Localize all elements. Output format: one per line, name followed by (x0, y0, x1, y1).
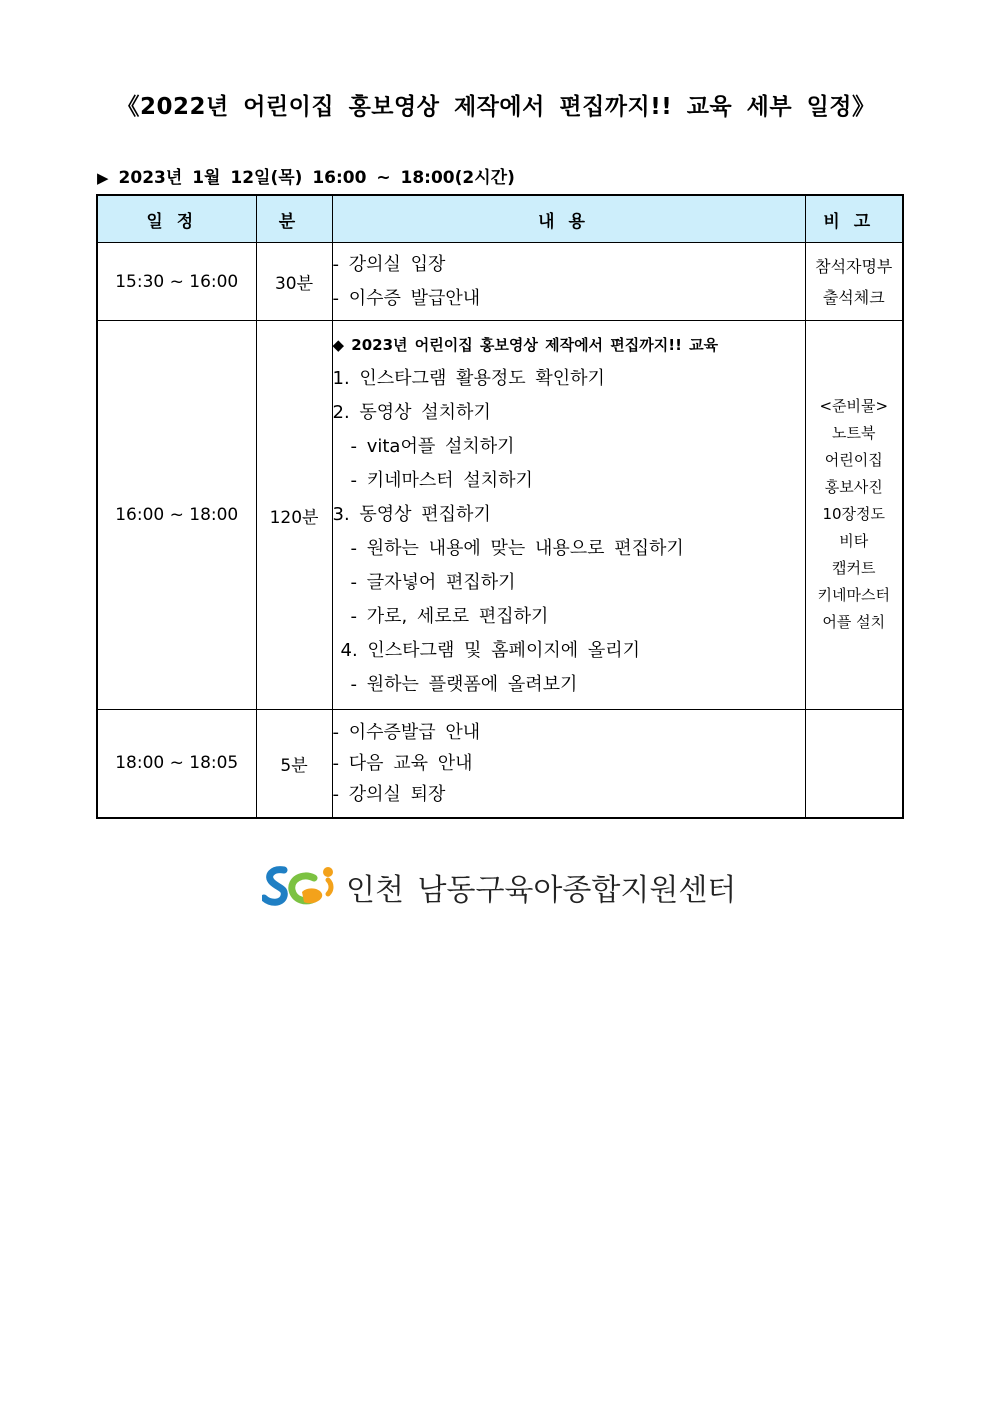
schedule-table (96, 194, 904, 819)
row-time: 18:00 ~ 18:05 (97, 710, 256, 818)
table-header-row (97, 195, 903, 243)
play-arrow-icon: ▶ (97, 169, 109, 187)
content-line: 2. 동영상 설치하기 (332, 402, 491, 423)
content-line: ◆ 2023년 어린이집 홍보영상 제작에서 편집까지!! 교육 (332, 336, 719, 354)
note-line: 어플 설치 (822, 613, 886, 631)
note-line: 노트북 (832, 424, 876, 442)
content-line: - 원하는 플랫폼에 올려보기 (350, 674, 578, 695)
schedule-date (97, 163, 515, 188)
content-line: - 이수증 발급안내 (332, 287, 481, 309)
org-logo (262, 862, 736, 912)
org-logo-icon (262, 862, 338, 912)
row-notes (805, 243, 903, 321)
row-content (332, 321, 805, 710)
content-line: - vita어플 설치하기 (350, 436, 515, 457)
row-notes (805, 321, 903, 710)
row-minutes: 5분 (256, 710, 332, 818)
row-time: 16:00 ~ 18:00 (97, 321, 256, 710)
note-line: <준비물> (819, 397, 889, 415)
content-line: - 키네마스터 설치하기 (350, 470, 533, 491)
header-notes: 비고 (805, 195, 903, 243)
row-minutes: 30분 (256, 243, 332, 321)
note-line: 비타 (839, 532, 869, 550)
note-line: 참석자명부 (815, 256, 893, 276)
content-line: - 가로, 세로로 편집하기 (350, 606, 549, 627)
note-line: 키네마스터 (817, 586, 890, 604)
content-line: - 강의실 입장 (332, 253, 446, 275)
note-line: 캡커트 (832, 559, 876, 577)
content-line: 1. 인스타그램 활용정도 확인하기 (332, 368, 605, 389)
content-line: - 이수증발급 안내 (332, 721, 481, 743)
content-line: 4. 인스타그램 및 홈페이지에 올리기 (340, 640, 640, 661)
row-time: 15:30 ~ 16:00 (97, 243, 256, 321)
header-content: 내용 (332, 195, 805, 243)
content-line: - 원하는 내용에 맞는 내용으로 편집하기 (350, 538, 684, 559)
row-content (332, 710, 805, 818)
org-name: 인천 남동구육아종합지원센터 (346, 873, 737, 908)
row-content (332, 243, 805, 321)
note-line: 홍보사진 (824, 478, 883, 496)
note-line: 출석체크 (822, 287, 885, 307)
table-row (97, 321, 903, 710)
document-title: 《2022년 어린이집 홍보영상 제작에서 편집까지!! 교육 세부 일정》 (116, 94, 876, 120)
content-line: - 강의실 퇴장 (332, 783, 446, 805)
content-line: 3. 동영상 편집하기 (332, 504, 491, 525)
content-line: - 글자넣어 편집하기 (350, 572, 516, 593)
note-line: 어린이집 (824, 451, 883, 469)
table-row (97, 243, 903, 321)
row-minutes: 120분 (256, 321, 332, 710)
content-line: - 다음 교육 안내 (332, 752, 473, 774)
schedule-date-text: 2023년 1월 12일(목) 16:00 ~ 18:00(2시간) (118, 168, 515, 188)
note-line: 10장정도 (822, 505, 886, 523)
table-row (97, 710, 903, 818)
row-notes (805, 710, 903, 818)
header-schedule: 일정 (97, 195, 256, 243)
header-minutes: 분 (256, 195, 332, 243)
